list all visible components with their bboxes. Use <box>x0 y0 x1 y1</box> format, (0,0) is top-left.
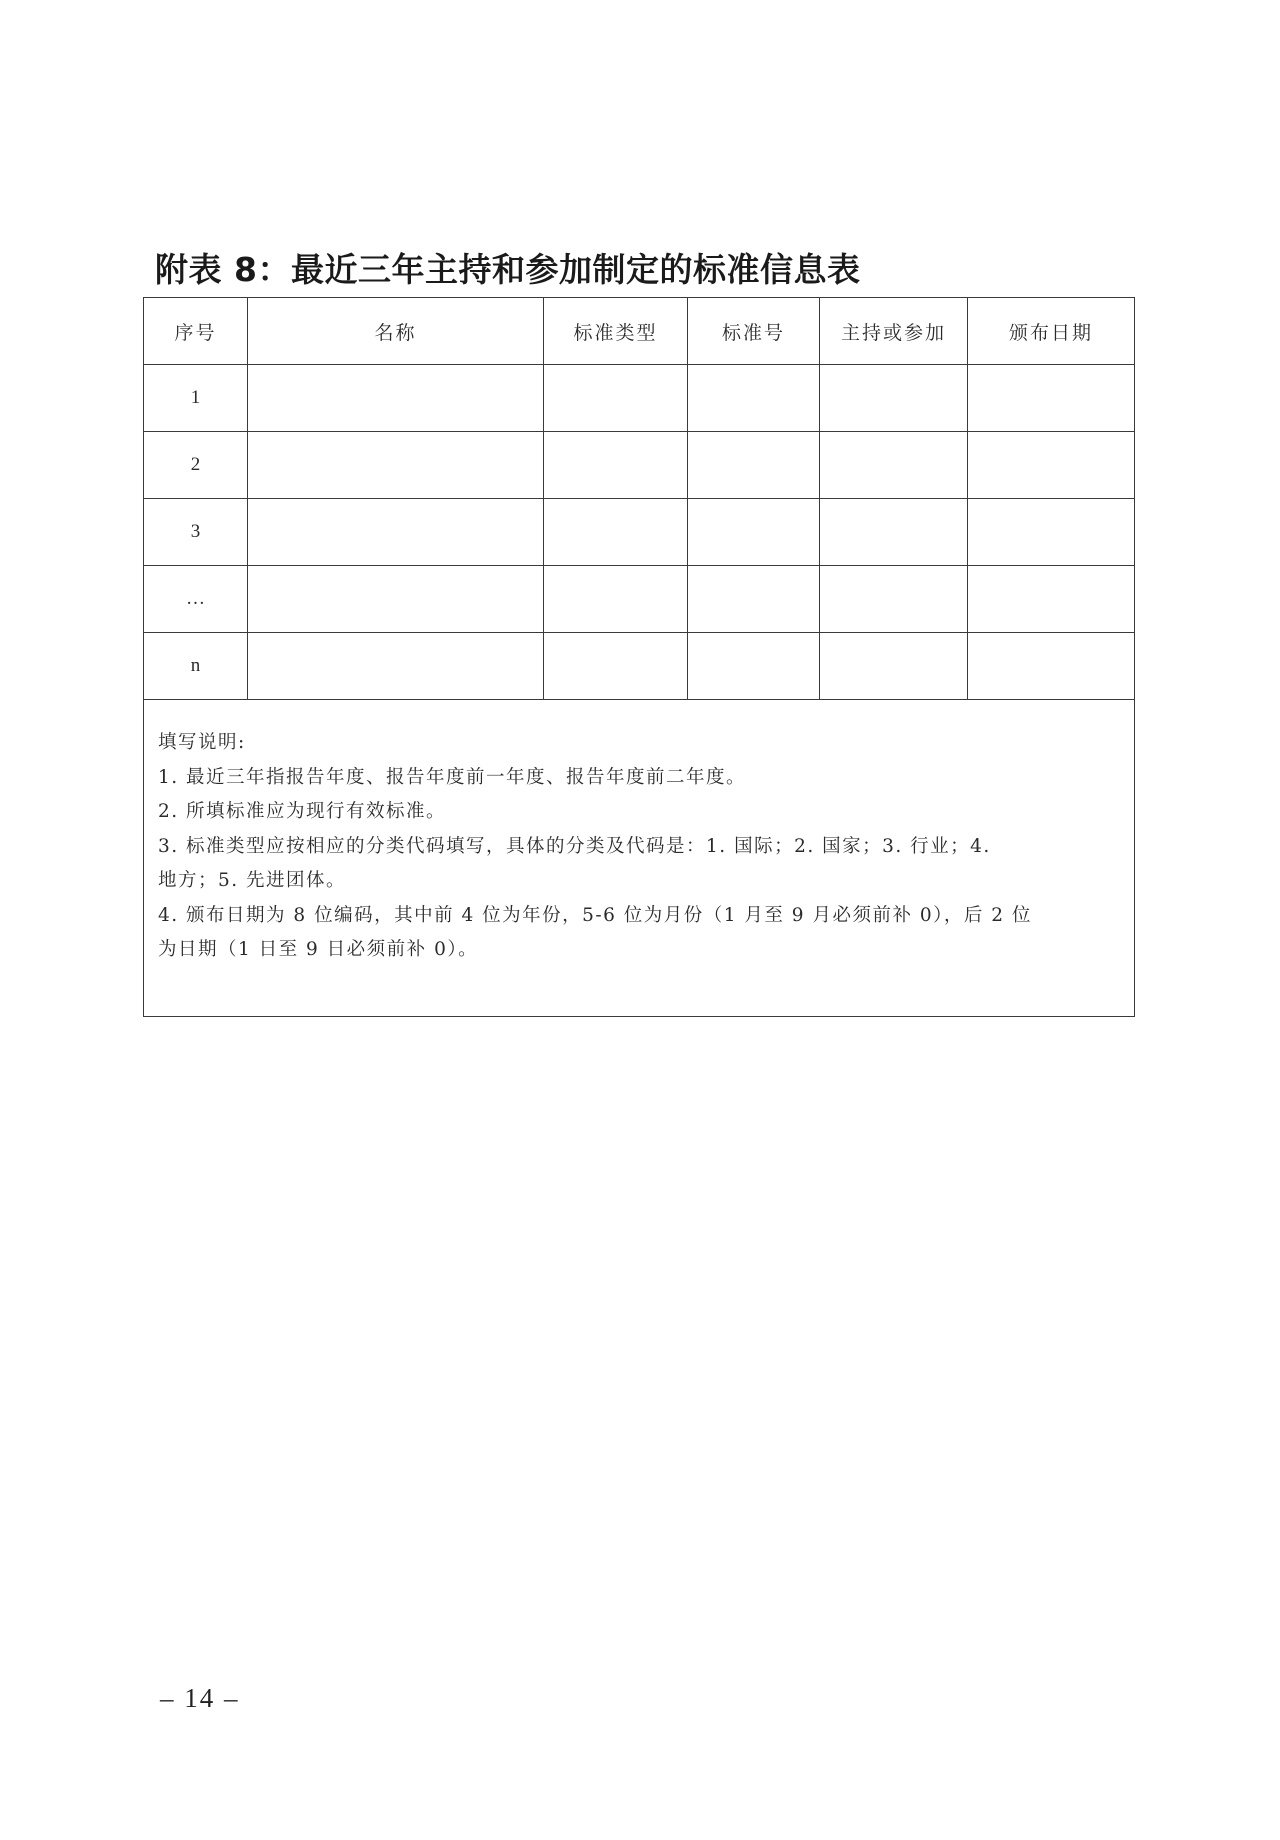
note-line-4-continued: 为日期（1 日至 9 日必须前补 0）。 <box>158 939 479 960</box>
type-cell[interactable] <box>544 432 688 499</box>
date-cell[interactable] <box>968 499 1135 566</box>
row-index: … <box>144 566 248 633</box>
table-row <box>144 499 1135 566</box>
name-cell[interactable] <box>248 566 544 633</box>
date-cell[interactable] <box>968 633 1135 700</box>
note-line-4: 4. 颁布日期为 8 位编码，其中前 4 位为年份，5-6 位为月份（1 月至 9 月必须前补 0），后 2 位 <box>158 904 1032 926</box>
table-row <box>144 432 1135 499</box>
column-header-index: 序号 <box>144 298 248 365</box>
type-cell[interactable] <box>544 633 688 700</box>
date-cell[interactable] <box>968 432 1135 499</box>
type-cell[interactable] <box>544 365 688 432</box>
column-header-standard-number: 标准号 <box>688 298 820 365</box>
column-header-name: 名称 <box>248 298 544 365</box>
role-cell[interactable] <box>820 633 968 700</box>
number-cell[interactable] <box>688 566 820 633</box>
date-cell[interactable] <box>968 365 1135 432</box>
type-cell[interactable] <box>544 566 688 633</box>
role-cell[interactable] <box>820 566 968 633</box>
note-line-3: 3. 标准类型应按相应的分类代码填写，具体的分类及代码是：1. 国际；2. 国家；3. 行业；4. <box>158 835 991 857</box>
page-number: – 14 – <box>160 1683 240 1713</box>
notes-row <box>144 700 1135 1017</box>
row-index: 3 <box>144 499 248 566</box>
name-cell[interactable] <box>248 499 544 566</box>
name-cell[interactable] <box>248 365 544 432</box>
notes-heading: 填写说明: <box>158 732 246 753</box>
number-cell[interactable] <box>688 365 820 432</box>
column-header-role: 主持或参加 <box>820 298 968 365</box>
number-cell[interactable] <box>688 633 820 700</box>
role-cell[interactable] <box>820 499 968 566</box>
column-header-standard-type: 标准类型 <box>544 298 688 365</box>
page-title: 附表 8：最近三年主持和参加制定的标准信息表 <box>155 250 861 289</box>
row-index: 2 <box>144 432 248 499</box>
table-row <box>144 365 1135 432</box>
name-cell[interactable] <box>248 432 544 499</box>
table-row <box>144 633 1135 700</box>
note-line-3-continued: 地方；5. 先进团体。 <box>158 870 347 891</box>
note-line-2: 2. 所填标准应为现行有效标准。 <box>158 801 447 822</box>
note-line-1: 1. 最近三年指报告年度、报告年度前一年度、报告年度前二年度。 <box>158 766 747 788</box>
name-cell[interactable] <box>248 633 544 700</box>
row-index: n <box>144 633 248 700</box>
table-row <box>144 566 1135 633</box>
number-cell[interactable] <box>688 432 820 499</box>
table-header-row <box>144 298 1135 365</box>
column-header-issue-date: 颁布日期 <box>968 298 1135 365</box>
number-cell[interactable] <box>688 499 820 566</box>
role-cell[interactable] <box>820 365 968 432</box>
standards-info-table <box>143 297 1135 1017</box>
filling-instructions <box>144 700 1135 1017</box>
row-index: 1 <box>144 365 248 432</box>
role-cell[interactable] <box>820 432 968 499</box>
type-cell[interactable] <box>544 499 688 566</box>
date-cell[interactable] <box>968 566 1135 633</box>
